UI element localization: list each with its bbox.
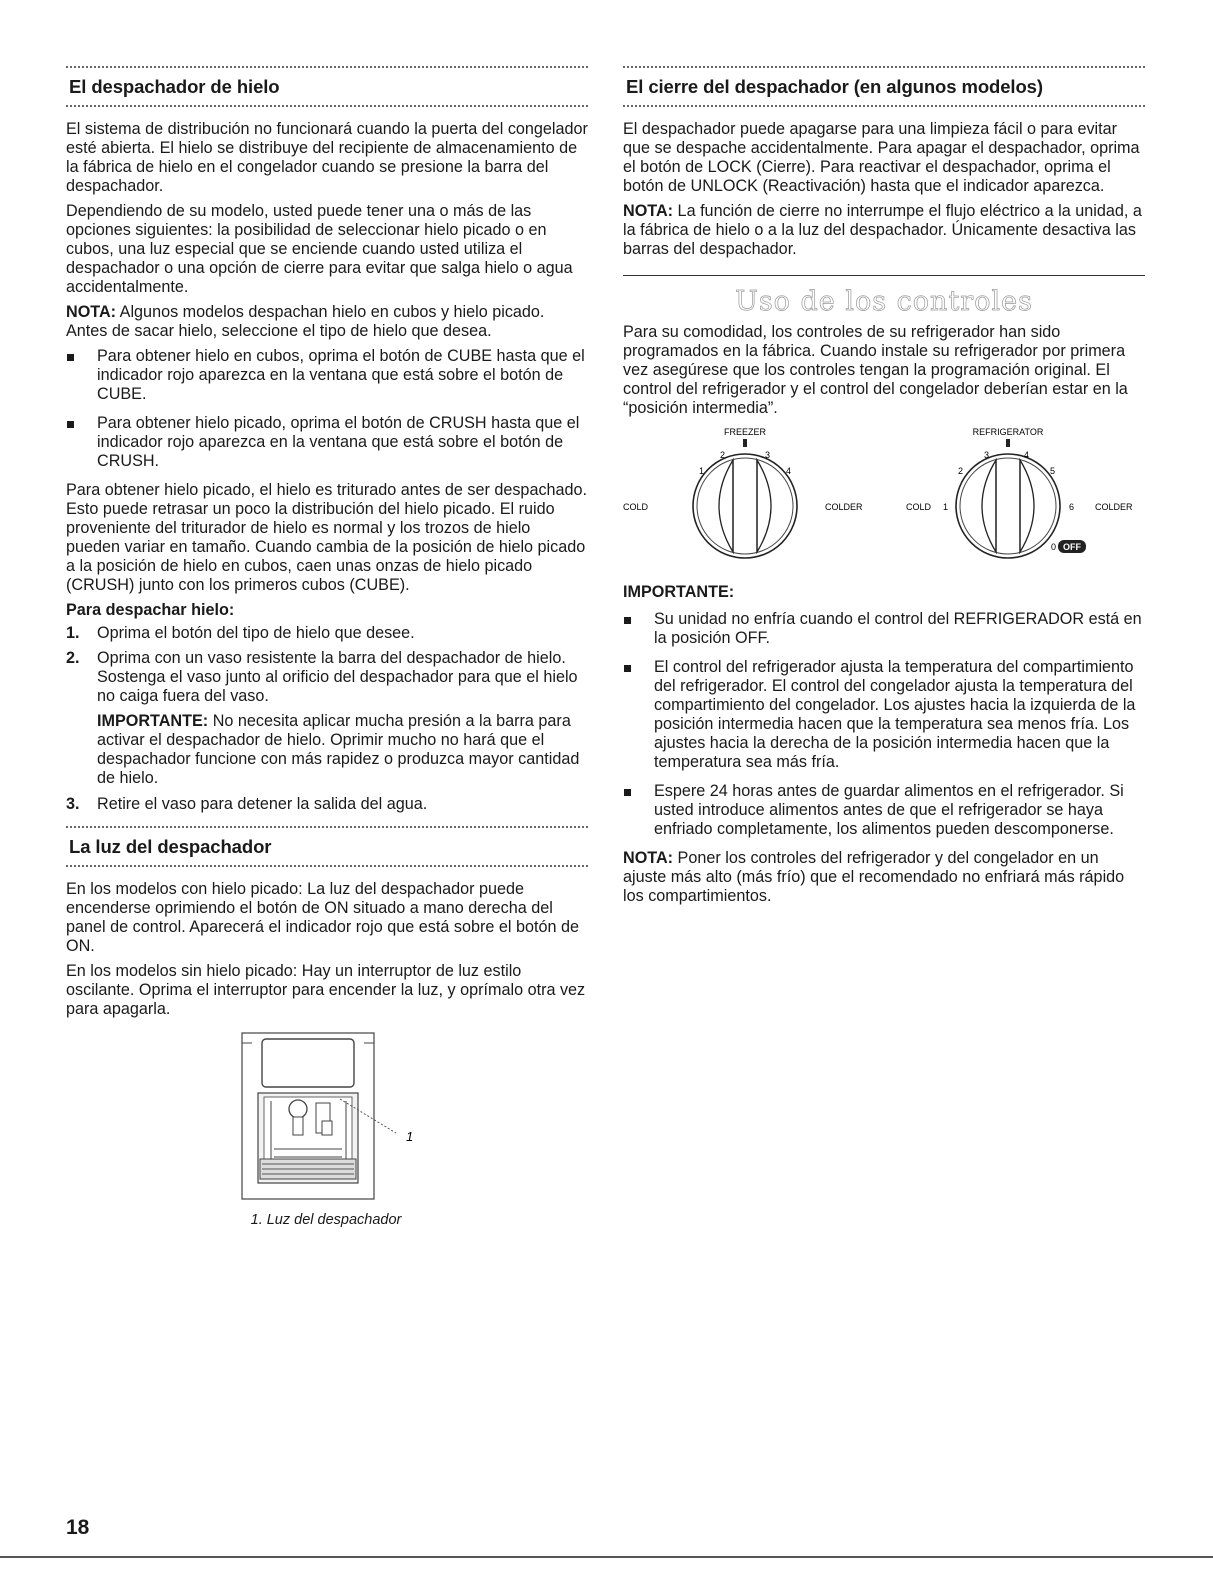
right-column bbox=[623, 66, 1145, 912]
paragraph: Para su comodidad, los controles de su refrigerador han sido programados en la fábrica. Cuando instale su refrigerador por primera vez asegúrese que los controles tengan la programación original. El control del refrigerador y el control del congelador deberían estar en la “posición intermedia”. bbox=[623, 323, 1128, 417]
freezer-colder-label: COLDER bbox=[825, 502, 863, 512]
step-text: Oprima con un vaso resistente la barra del despachador de hielo. Sostenga el vaso junto al orificio del despachador para que el hielo no caiga fuera del vaso. bbox=[97, 649, 578, 705]
refrigerator-pointer-icon bbox=[1006, 439, 1010, 447]
paragraph: El sistema de distribución no funcionará cuando la puerta del congelador esté abierta. El hielo se distribuye del recipiente de almacenamiento de la fábrica de hielo en el congelador cuando se presione la barra del despachador. bbox=[66, 120, 588, 195]
list-item bbox=[623, 610, 1145, 648]
important-label: IMPORTANTE: bbox=[97, 712, 209, 730]
dial-tick: 5 bbox=[1050, 466, 1056, 476]
control-dials-illustration bbox=[623, 424, 1145, 579]
note-text: Poner los controles del refrigerador y del congelador en un ajuste más alto (más frío) que el recomendado no enfriará más rápido los compartimientos. bbox=[623, 849, 1125, 905]
dial-tick: 2 bbox=[958, 466, 964, 476]
dial-tick: 6 bbox=[1069, 502, 1075, 512]
paragraph: Dependiendo de su modelo, usted puede tener una o más de las opciones siguientes: la posibilidad de seleccionar hielo picado o en cubos, una luz especial que se enciende cuando usted utiliza el despachador o una opción de cierre para evitar que salga hielo o agua accidentalmente. bbox=[66, 202, 573, 296]
list-item bbox=[623, 782, 1145, 839]
note-label: NOTA: bbox=[66, 303, 117, 321]
refrigerator-colder-label: COLDER bbox=[1095, 502, 1133, 512]
section-divider bbox=[623, 275, 1145, 276]
paragraph: El despachador puede apagarse para una limpieza fácil o para evitar que se despache accidentalmente. Para apagar el despachador, oprima el botón de LOCK (Cierre). Para reactivar el despachador, oprima el botón de UNLOCK (Reactivación) hasta que el indicador aparezca. bbox=[623, 120, 1140, 195]
bullet-icon bbox=[67, 421, 74, 428]
note-paragraph bbox=[623, 849, 1145, 906]
section-header-ice-dispenser bbox=[66, 66, 588, 107]
footer-rule bbox=[0, 1556, 1213, 1558]
dial-tick: 2 bbox=[720, 450, 726, 460]
section-header-dispenser-lock bbox=[623, 66, 1145, 107]
bullet-icon bbox=[624, 665, 631, 672]
list-item-text: El control del refrigerador ajusta la temperatura del compartimiento del refrigerador. El control del congelador ajusta la temperatura del compartimiento del congelador. Los ajustes hacia la izquierda de la posición intermedia hacen que la temperatura sea menos fría. Los ajustes hacia la derecha de la posición intermedia hacen que la temperatura sea más fría. bbox=[654, 658, 1136, 771]
note-text: Algunos modelos despachan hielo en cubos y hielo picado. Antes de sacar hielo, seleccione el tipo de hielo que desea. bbox=[66, 303, 545, 340]
list-item bbox=[623, 658, 1145, 772]
step-number: 2. bbox=[66, 649, 80, 667]
off-label: OFF bbox=[1063, 542, 1081, 552]
list-item-text: Su unidad no enfría cuando el control del REFRIGERADOR está en la posición OFF. bbox=[654, 610, 1142, 647]
list-item-text: Para obtener hielo picado, oprima el botón de CRUSH hasta que el indicador rojo aparezca en la ventana que está sobre el botón de CRUSH. bbox=[97, 414, 580, 470]
section-title: El despachador de hielo bbox=[69, 76, 280, 97]
paragraph: En los modelos sin hielo picado: Hay un interruptor de luz estilo oscilante. Oprima el interruptor para encender la luz, y oprímalo otra vez para apagarla. bbox=[66, 962, 586, 1018]
dial-tick: 0 bbox=[1051, 542, 1057, 552]
dial-tick: 4 bbox=[1024, 450, 1030, 460]
freezer-cold-label: COLD bbox=[623, 502, 649, 512]
refrigerator-cold-label: COLD bbox=[906, 502, 932, 512]
important-text: No necesita aplicar mucha presión a la barra para activar el despachador de hielo. Oprimir mucho no hará que el despachador funcione con más rapidez o produzca mayor cantidad de hielo. bbox=[97, 712, 580, 787]
figure-caption: 1. Luz del despachador bbox=[250, 1212, 402, 1228]
step-number: 3. bbox=[66, 795, 80, 813]
important-paragraph bbox=[66, 712, 588, 788]
note-label: NOTA: bbox=[623, 202, 674, 220]
section-title: El cierre del despachador (en algunos modelos) bbox=[626, 76, 1043, 97]
note-paragraph bbox=[623, 202, 1145, 259]
paragraph: Para obtener hielo picado, el hielo es triturado antes de ser despachado. Esto puede retrasar un poco la distribución del hielo picado. El ruido proveniente del triturador de hielo es normal y los trozos de hielo pueden variar en tamaño. Cuando cambia de la posición de hielo picado a la posición de hielo en cubos, caen unas onzas de hielo picado (CRUSH) junto con los primeros cubos (CUBE). bbox=[66, 481, 588, 594]
step-item bbox=[66, 624, 588, 643]
refrigerator-dial-icon bbox=[956, 454, 1060, 558]
dial-tick: 3 bbox=[765, 450, 771, 460]
list-item bbox=[66, 414, 588, 471]
list-item bbox=[66, 347, 588, 404]
dial-tick: 1 bbox=[943, 502, 949, 512]
freezer-dial-label: FREEZER bbox=[723, 427, 767, 437]
list-item-text: Para obtener hielo en cubos, oprima el botón de CUBE hasta que el indicador rojo aparezca en la ventana que está sobre el botón de CUBE. bbox=[97, 347, 585, 403]
step-item bbox=[66, 649, 588, 706]
step-item bbox=[66, 795, 588, 814]
dial-tick: 4 bbox=[786, 466, 792, 476]
left-column bbox=[66, 66, 588, 1228]
section-title: La luz del despachador bbox=[69, 836, 272, 857]
freezer-dial-icon bbox=[693, 454, 797, 558]
section-header-dispenser-light bbox=[66, 826, 588, 867]
dial-tick: 1 bbox=[699, 466, 705, 476]
bullet-icon bbox=[624, 617, 631, 624]
paragraph: En los modelos con hielo picado: La luz del despachador puede encenderse oprimiendo el botón de ON situado a mano derecha del panel de control. Aparecerá el indicador rojo que está sobre el botón de ON. bbox=[66, 880, 579, 955]
step-text: Retire el vaso para detener la salida del agua. bbox=[97, 795, 428, 813]
bullet-icon bbox=[67, 354, 74, 361]
page-number: 18 bbox=[66, 1516, 90, 1539]
step-number: 1. bbox=[66, 624, 80, 642]
section-title-outlined: Uso de los controles bbox=[735, 286, 1033, 317]
important-heading: IMPORTANTE: bbox=[623, 583, 735, 601]
freezer-pointer-icon bbox=[743, 439, 747, 447]
refrigerator-dial-label: REFRIGERATOR bbox=[972, 427, 1044, 437]
step-text: Oprima el botón del tipo de hielo que desee. bbox=[97, 624, 415, 642]
note-text: La función de cierre no interrumpe el flujo eléctrico a la unidad, a la fábrica de hielo o a la luz del despachador. Únicamente desactiva las barras del despachador. bbox=[623, 202, 1142, 258]
note-label: NOTA: bbox=[623, 849, 674, 867]
bullet-icon bbox=[624, 789, 631, 796]
dispenser-light-figure bbox=[238, 1031, 478, 1228]
dispenser-illustration bbox=[238, 1031, 478, 1203]
list-item-text: Espere 24 horas antes de guardar alimentos en el refrigerador. Si usted introduce alimentos antes de que el refrigerador se haya enfriado completamente, los alimentos pueden descomponerse. bbox=[654, 782, 1124, 838]
dial-tick: 3 bbox=[984, 450, 990, 460]
subheading: Para despachar hielo: bbox=[66, 601, 235, 619]
note-paragraph bbox=[66, 303, 588, 341]
callout-label: 1 bbox=[406, 1129, 414, 1144]
